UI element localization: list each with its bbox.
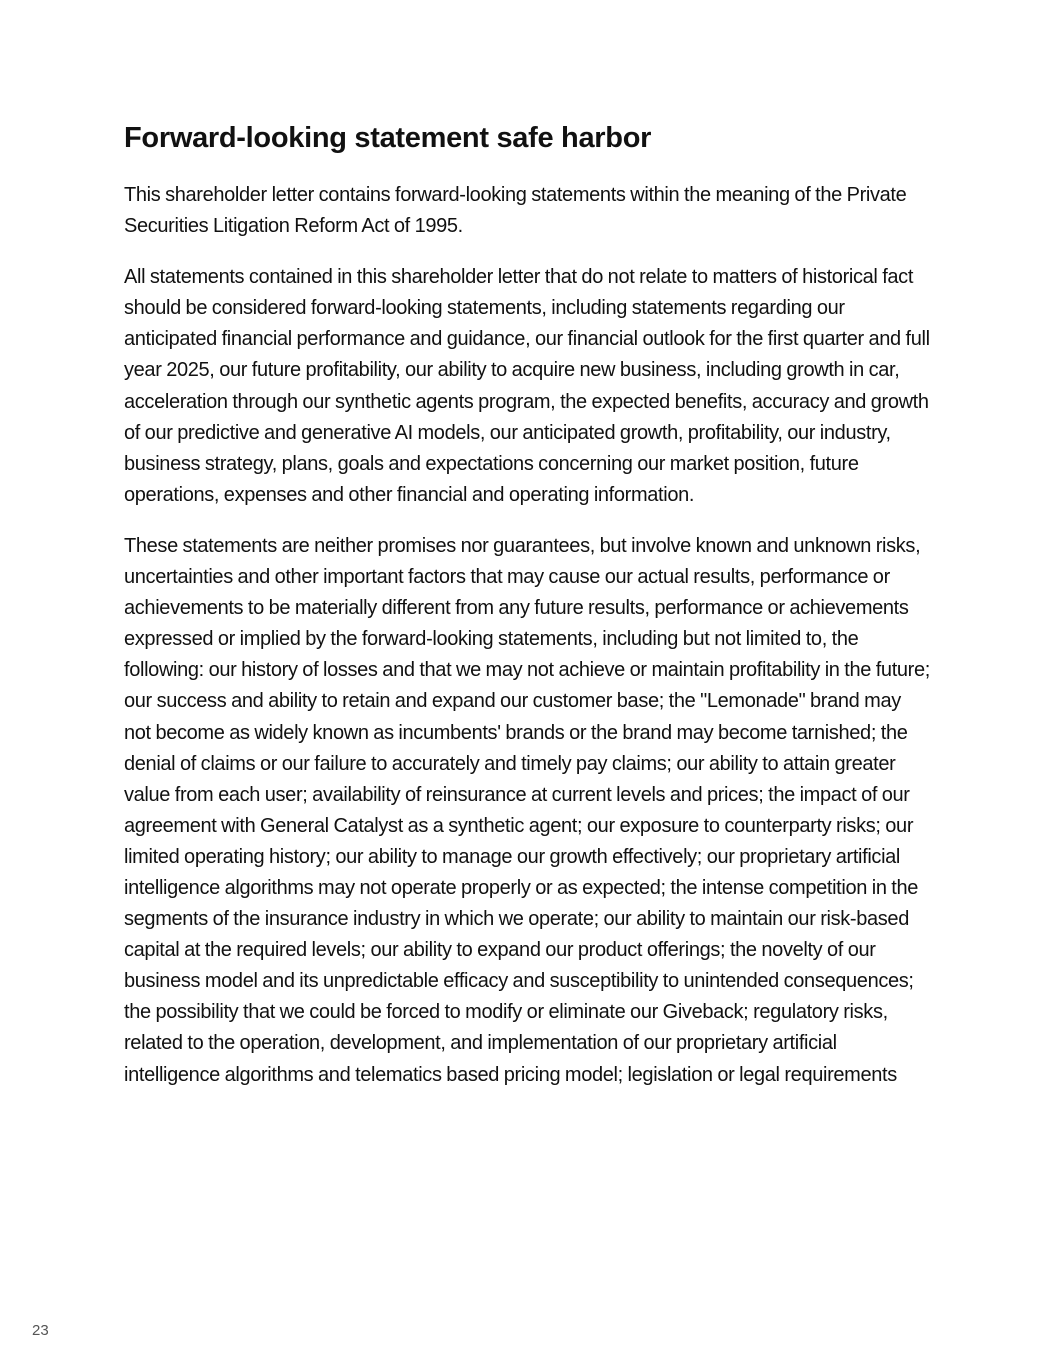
paragraph-forward-looking-definition: All statements contained in this shareholder letter that do not relate to matters of historical fact should be considered forward-looking statements, including statements regarding our anticipated financial performance and guidance, our financial outlook for the first quarter and full year 2025, our future profitability, our ability to acquire new business, including growth in car, acceleration through our synthetic agents program, the expected benefits, accuracy and growth of our predictive and generative AI models, our anticipated growth, profitability, our industry, business strategy, plans, goals and expectations concerning our market position, future operations, expenses and other financial and operating information. (124, 266, 930, 506)
page-number: 23 (32, 1322, 49, 1339)
page-content (124, 118, 932, 1111)
paragraph-risk-factors: These statements are neither promises nor guarantees, but involve known and unknown risks, uncertainties and other important factors that may cause our actual results, performance or achievements to be materially different from any future results, performance or achievements expressed or implied by the forward-looking statements, including but not limited to, the following: our history of losses and that we may not achieve or maintain profitability in the future; our success and ability to retain and expand our customer base; the "Lemonade" brand may not become as widely known as incumbents' brands or the brand may become tarnished; the denial of claims or our failure to accurately and timely pay claims; our ability to attain greater value from each user; availability of reinsurance at current levels and prices; the impact of our agreement with General Catalyst as a synthetic agent; our exposure to counterparty risks; our limited operating history; our ability to manage our growth effectively; our proprietary artificial intelligence algorithms may not operate properly or as expected; the intense competition in the segments of the insurance industry in which we operate; our ability to maintain our risk-based capital at the required levels; our ability to expand our product offerings; the novelty of our business model and its unpredictable efficacy and susceptibility to unintended consequences; the possibility that we could be forced to modify or eliminate our Giveback; regulatory risks, related to the operation, development, and implementation of our proprietary artificial intelligence algorithms and telematics based pricing model; legislation or legal requirements (124, 534, 930, 1086)
paragraph-intro: This shareholder letter contains forward-looking statements within the meaning of the Private Securities Litigation Reform Act of 1995. (124, 184, 907, 238)
section-heading: Forward-looking statement safe harbor (124, 122, 652, 154)
